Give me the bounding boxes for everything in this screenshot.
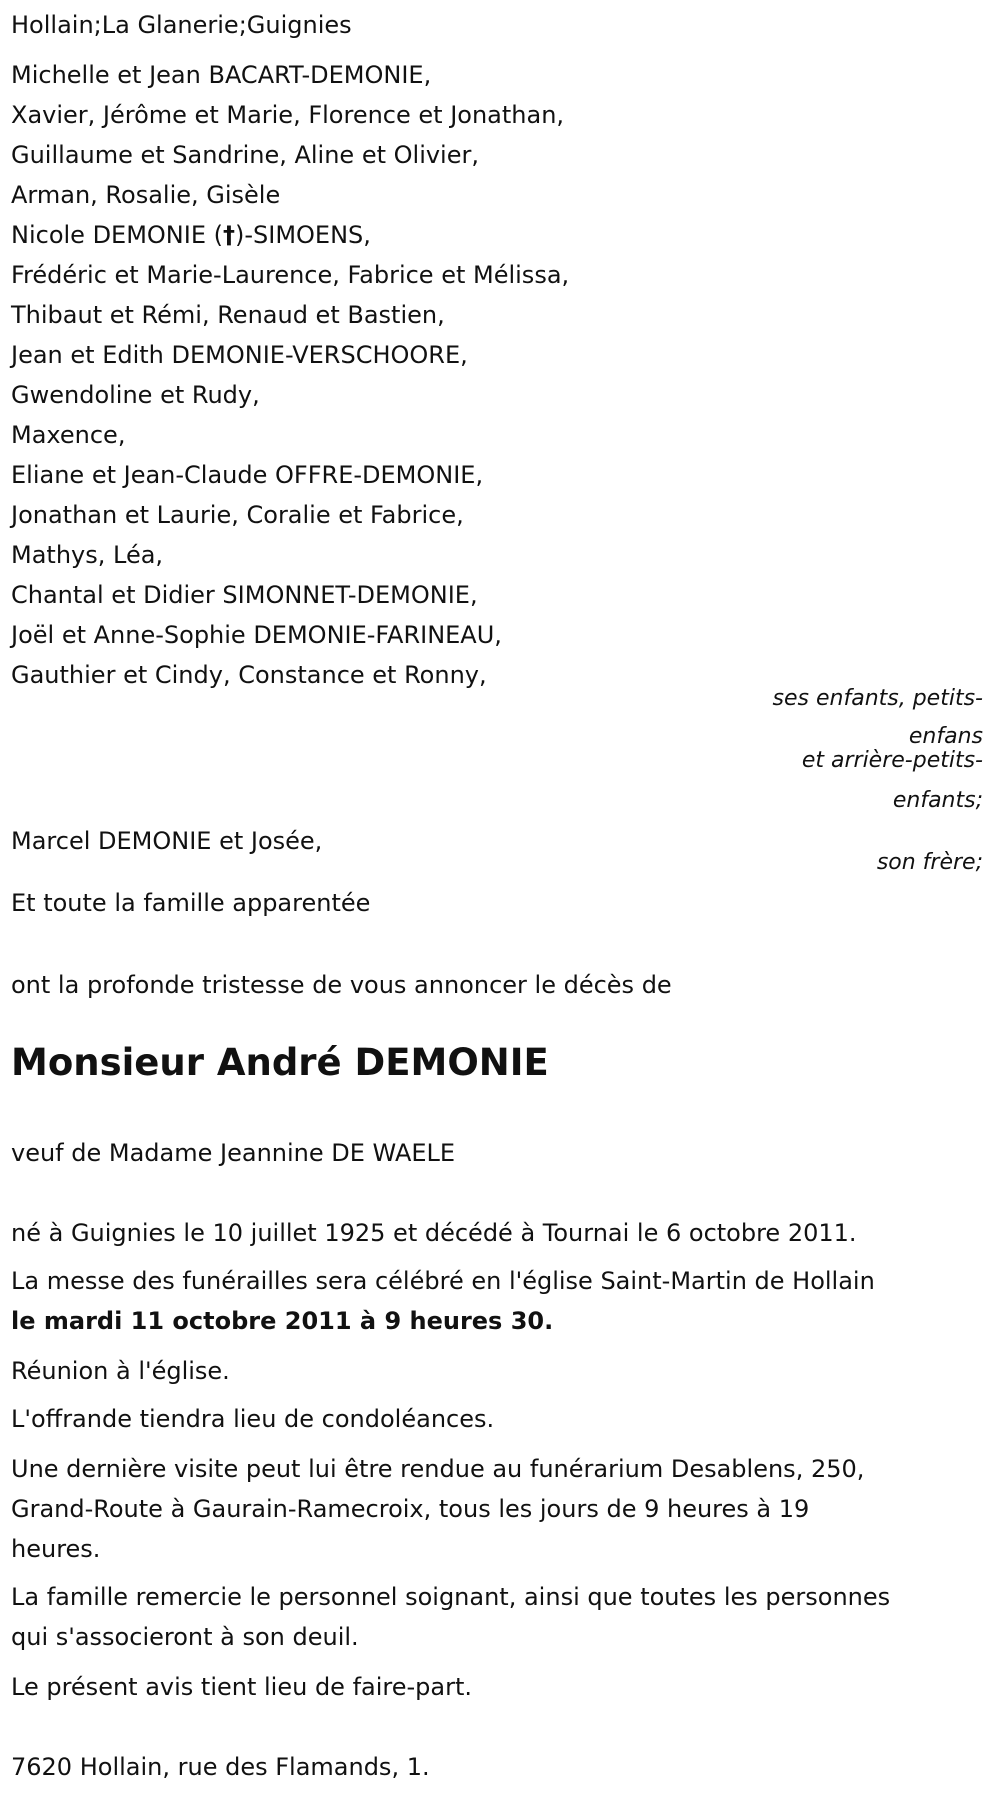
meeting-text: Réunion à l'église. [11, 1357, 230, 1385]
family-line: Gauthier et Cindy, Constance et Ronny, [11, 661, 487, 689]
brother-role: son frère; [876, 850, 983, 875]
role-children-line: enfans [908, 724, 983, 749]
mass-date: le mardi 11 octobre 2011 à 9 heures 30. [11, 1307, 554, 1335]
visit-line: Grand-Route à Gaurain-Ramecroix, tous les jours de 9 heures à 19 [11, 1495, 810, 1523]
family-line: Chantal et Didier SIMONNET-DEMONIE, [11, 581, 478, 609]
family-line: Eliane et Jean-Claude OFFRE-DEMONIE, [11, 461, 484, 489]
nicole-suffix: )-SIMOENS, [235, 221, 371, 249]
notice-text: Le présent avis tient lieu de faire-part. [11, 1673, 473, 1701]
mass-text: La messe des funérailles sera célébré en l'église Saint-Martin de Hollain [11, 1267, 875, 1295]
family-line: Maxence, [11, 421, 126, 449]
family-line-nicole [11, 220, 371, 250]
announce-text: ont la profonde tristesse de vous annoncer le décès de [11, 971, 672, 999]
thanks-line: qui s'associeront à son deuil. [11, 1623, 359, 1651]
visit-line: Une dernière visite peut lui être rendue au funérarium Desablens, 250, [11, 1455, 865, 1483]
address-text: 7620 Hollain, rue des Flamands, 1. [11, 1753, 430, 1781]
family-line: Joël et Anne-Sophie DEMONIE-FARINEAU, [11, 621, 502, 649]
visit-line: heures. [11, 1535, 101, 1563]
family-line: Jonathan et Laurie, Coralie et Fabrice, [11, 501, 464, 529]
family-line: Michelle et Jean BACART-DEMONIE, [11, 61, 432, 89]
family-line: Gwendoline et Rudy, [11, 381, 260, 409]
role-children-line: ses enfants, petits- [772, 686, 983, 711]
family-line: Xavier, Jérôme et Marie, Florence et Jonathan, [11, 101, 565, 129]
family-line: Jean et Edith DEMONIE-VERSCHOORE, [11, 341, 468, 369]
thanks-line: La famille remercie le personnel soignant, ainsi que toutes les personnes [11, 1583, 891, 1611]
place-header: Hollain;La Glanerie;Guignies [11, 11, 352, 39]
brother-name: Marcel DEMONIE et Josée, [11, 827, 323, 855]
nicole-prefix: Nicole DEMONIE ( [11, 221, 223, 249]
cross-icon: † [223, 221, 235, 249]
role-children-line: enfants; [892, 788, 983, 813]
family-line: Thibaut et Rémi, Renaud et Bastien, [11, 301, 445, 329]
deceased-name: Monsieur André DEMONIE [11, 1041, 549, 1084]
birth-death-text: né à Guignies le 10 juillet 1925 et décédé à Tournai le 6 octobre 2011. [11, 1219, 857, 1247]
family-line: Mathys, Léa, [11, 541, 164, 569]
role-children-line: et arrière-petits- [801, 748, 983, 773]
family-line: Arman, Rosalie, Gisèle [11, 181, 281, 209]
widower-text: veuf de Madame Jeannine DE WAELE [11, 1139, 456, 1167]
family-all: Et toute la famille apparentée [11, 889, 371, 917]
family-line: Frédéric et Marie-Laurence, Fabrice et Mélissa, [11, 261, 570, 289]
offering-text: L'offrande tiendra lieu de condoléances. [11, 1405, 495, 1433]
family-line: Guillaume et Sandrine, Aline et Olivier, [11, 141, 479, 169]
